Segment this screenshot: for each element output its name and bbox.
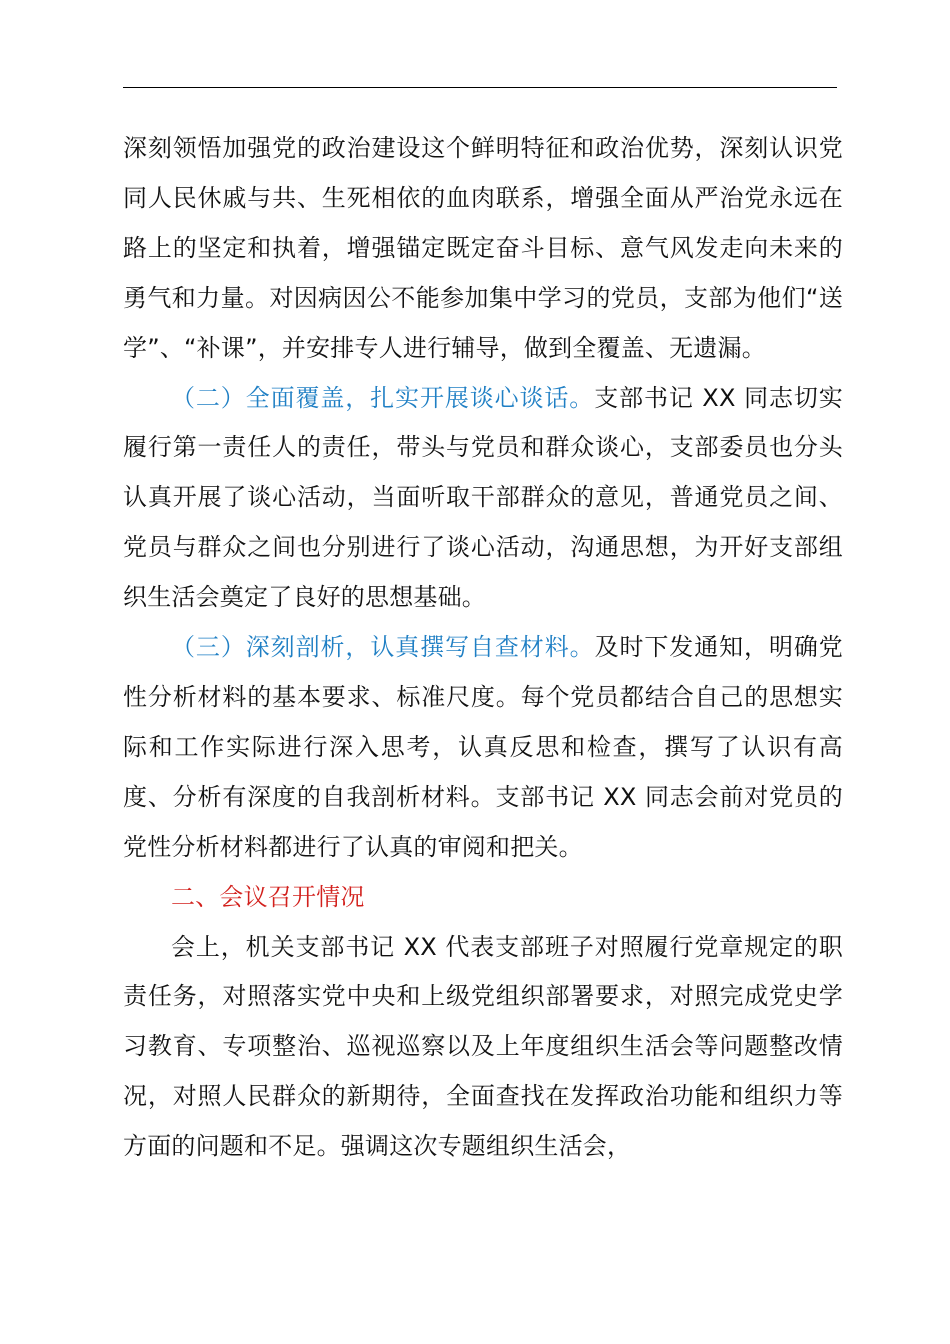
header-rule xyxy=(123,87,837,88)
document-body xyxy=(123,124,843,1172)
part-heading-meeting: 二、会议召开情况 xyxy=(171,882,365,911)
paragraph-heart-talks xyxy=(123,374,843,624)
section-body-2: 支部书记 XX 同志切实履行第一责任人的责任，带头与党员和群众谈心，支部委员也分头认真开展了谈心活动，当面听取干部群众的意见，普通党员之间、党员与群众之间也分别进行了谈心活动，沟通思想，为开好支部组织生活会奠定了良好的思想基础。 xyxy=(123,383,843,612)
paragraph-meeting-details: 会上，机关支部书记 XX 代表支部班子对照履行党章规定的职责任务，对照落实党中央和上级党组织部署要求，对照完成党史学习教育、专项整治、巡视巡察以及上年度组织生活会等问题整改情况，对照人民群众的新期待，全面查找在发挥政治功能和组织力等方面的问题和不足。强调这次专题组织生活会， xyxy=(123,932,843,1161)
paragraph-self-review xyxy=(123,623,843,873)
section-heading-3: （三）深刻剖析，认真撰写自查材料。 xyxy=(171,633,595,662)
paragraph-study-continuation: 深刻领悟加强党的政治建设这个鲜明特征和政治优势，深刻认识党同人民休戚与共、生死相依的血肉联系，增强全面从严治党永远在路上的坚定和执着，增强锚定既定奋斗目标、意气风发走向未来的勇气和力量。对因病因公不能参加集中学习的党员，支部为他们“送学”、“补课”，并安排专人进行辅导，做到全覆盖、无遗漏。 xyxy=(123,134,843,362)
section-heading-2: （二）全面覆盖，扎实开展谈心谈话。 xyxy=(171,383,595,412)
section-body-3: 及时下发通知，明确党性分析材料的基本要求、标准尺度。每个党员都结合自己的思想实际和工作实际进行深入思考，认真反思和检查，撰写了认识有高度、分析有深度的自我剖析材料。支部书记 XX 同志会前对党员的党性分析材料都进行了认真的审阅和把关。 xyxy=(123,633,843,861)
